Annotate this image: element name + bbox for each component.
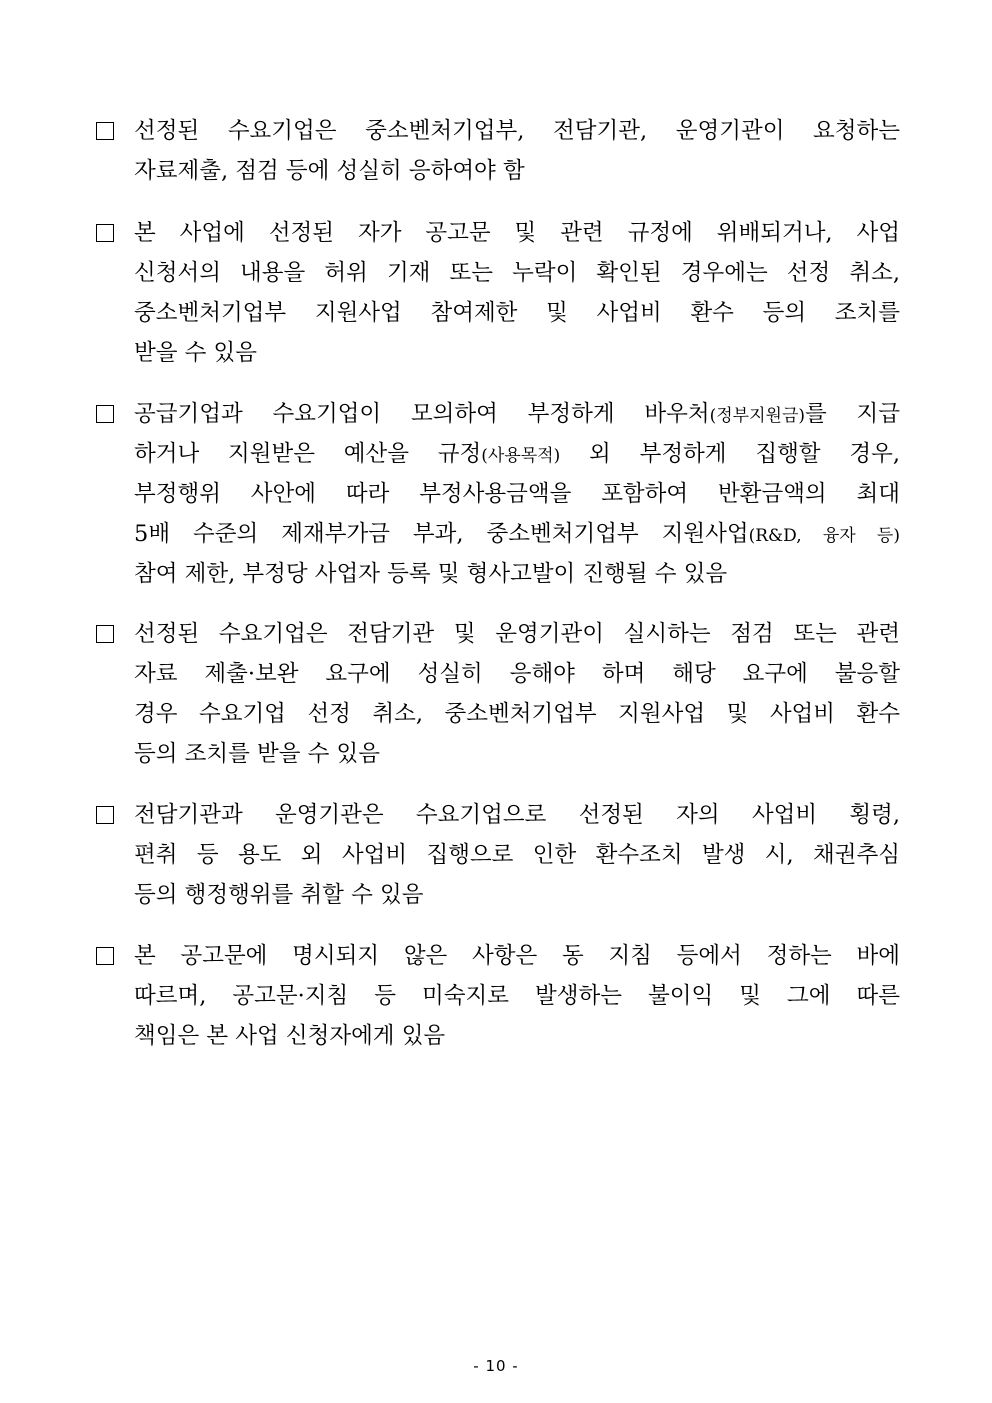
text-segment: 5배 수준의 제재부가금 부과, 중소벤처기업부 지원사업 [134, 521, 749, 547]
text-segment: 하거나 지원받은 예산을 규정 [134, 441, 482, 467]
text-segment: 공급기업과 수요기업이 모의하여 부정하게 바우처 [134, 401, 710, 427]
text-line: 편취 등 용도 외 사업비 집행으로 인한 환수조치 발생 시, 채권추심 [134, 842, 900, 868]
square-bullet-icon [96, 625, 114, 643]
text-line: 받을 수 있음 [134, 340, 257, 366]
text-segment: 를 지급 [805, 401, 901, 427]
text-line [134, 436, 900, 476]
square-bullet-icon [96, 224, 114, 242]
text-line: 중소벤처기업부 지원사업 참여제한 및 사업비 환수 등의 조치를 [134, 300, 900, 326]
text-line [134, 516, 900, 556]
notice-text [134, 113, 900, 193]
text-line: 전담기관과 운영기관은 수요기업으로 선정된 자의 사업비 횡령, [134, 802, 900, 828]
square-bullet-icon [96, 806, 114, 824]
text-line: 자료제출, 점검 등에 성실히 응하여야 함 [134, 158, 525, 184]
square-bullet-icon [96, 947, 114, 965]
text-segment: 외 부정하게 집행할 경우, [560, 441, 900, 467]
text-line: 본 사업에 선정된 자가 공고문 및 관련 규정에 위배되거나, 사업 [134, 220, 900, 246]
parenthetical-note: (정부지원금) [709, 406, 805, 426]
text-line: 참여 제한, 부정당 사업자 등록 및 형사고발이 진행될 수 있음 [134, 561, 728, 587]
text-line: 경우 수요기업 선정 취소, 중소벤처기업부 지원사업 및 사업비 환수 [134, 701, 900, 727]
text-line: 본 공고문에 명시되지 않은 사항은 동 지침 등에서 정하는 바에 [134, 943, 900, 969]
text-line: 등의 조치를 받을 수 있음 [134, 741, 380, 767]
text-line: 선정된 수요기업은 중소벤처기업부, 전담기관, 운영기관이 요청하는 [134, 118, 900, 144]
text-line [134, 396, 900, 436]
notice-text [134, 616, 900, 776]
notice-text [134, 396, 900, 596]
text-line: 선정된 수요기업은 전담기관 및 운영기관이 실시하는 점검 또는 관련 [134, 621, 900, 647]
page-number: - 10 - [473, 1357, 519, 1375]
text-line: 등의 행정행위를 취할 수 있음 [134, 882, 424, 908]
text-line: 부정행위 사안에 따라 부정사용금액을 포함하여 반환금액의 최대 [134, 481, 900, 507]
text-line: 따르며, 공고문·지침 등 미숙지로 발생하는 불이익 및 그에 따른 [134, 983, 900, 1009]
parenthetical-note: (사용목적) [481, 446, 561, 466]
notice-text [134, 215, 900, 375]
text-line: 신청서의 내용을 허위 기재 또는 누락이 확인된 경우에는 선정 취소, [134, 260, 900, 286]
square-bullet-icon [96, 405, 114, 423]
parenthetical-note: (R&D, 융자 등) [748, 526, 900, 546]
text-line: 자료 제출·보완 요구에 성실히 응해야 하며 해당 요구에 불응할 [134, 661, 900, 687]
text-line: 책임은 본 사업 신청자에게 있음 [134, 1023, 446, 1049]
notice-text [134, 938, 900, 1058]
notice-text [134, 797, 900, 917]
square-bullet-icon [96, 122, 114, 140]
